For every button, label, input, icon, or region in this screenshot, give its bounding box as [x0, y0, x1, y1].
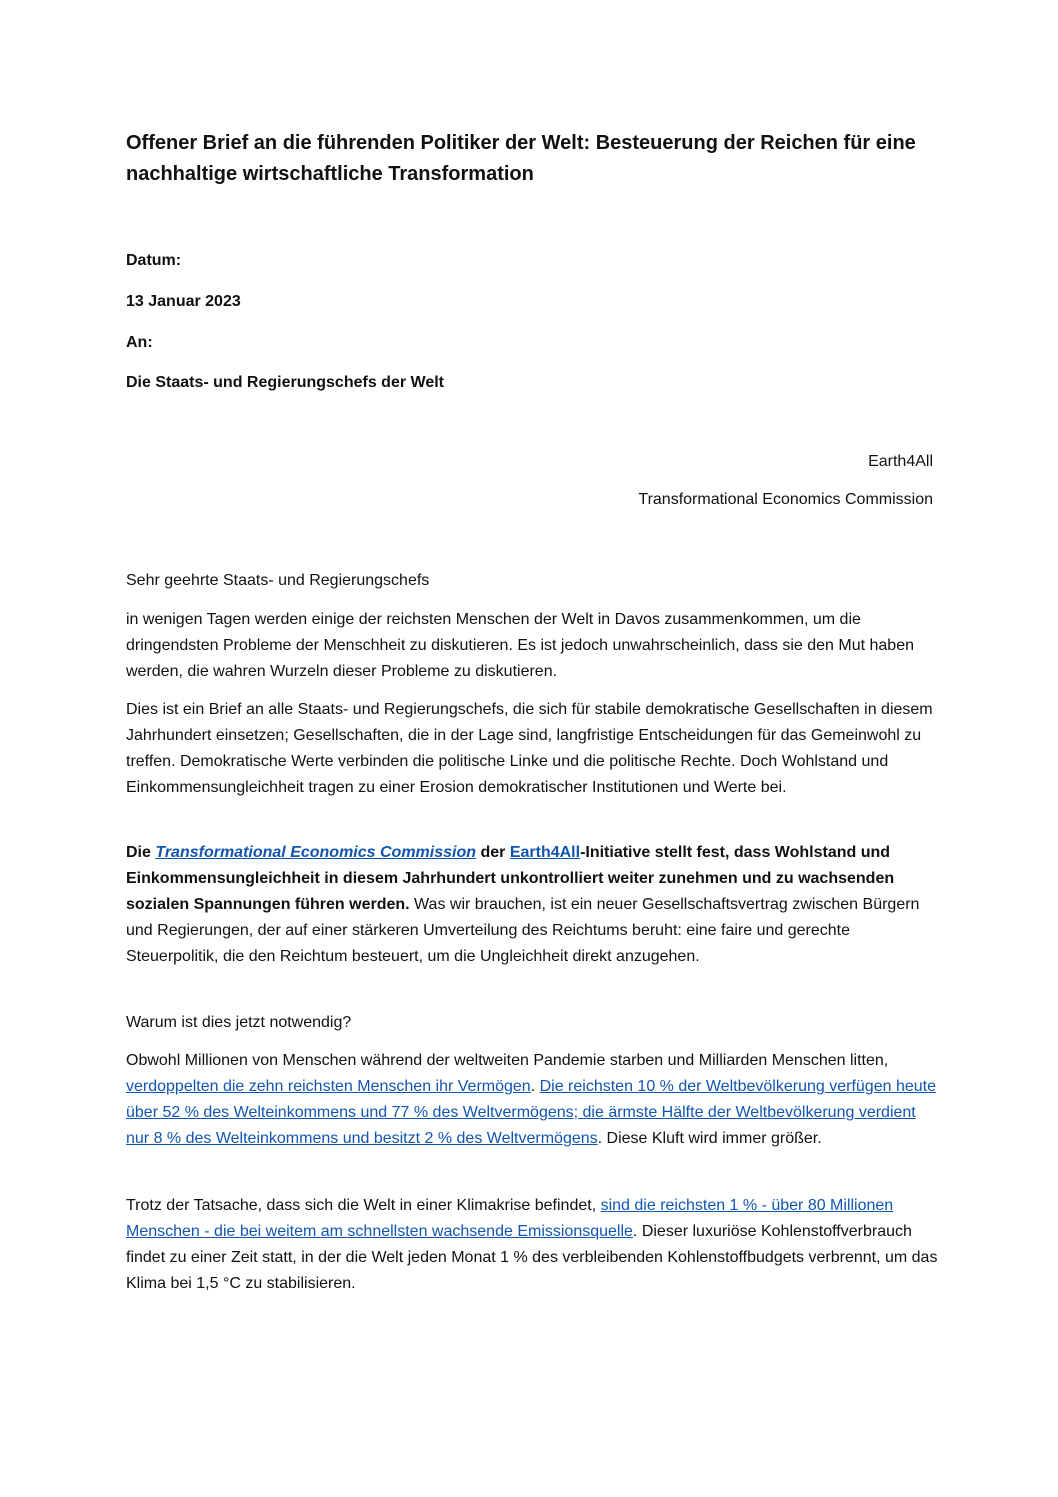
date-label: Datum: — [126, 252, 182, 269]
sender-line-1: Earth4All — [868, 453, 933, 470]
paragraph-5 — [126, 1048, 938, 1152]
link-transformational-economics-commission[interactable]: Transformational Economics Commission — [155, 844, 477, 861]
to-label: An: — [126, 334, 153, 351]
paragraph-6 — [126, 1193, 938, 1297]
date-value: 13 Januar 2023 — [126, 293, 241, 310]
paragraph-6-part-2: . Dieser luxuriöse Kohlenstoffverbrauch findet zu einer Zeit statt, in der die Welt jeden Monat 1 % des verbleibenden Kohlenstoffbudgets verbrennt, um das Klima bei 1,5 °C zu stabilisieren. — [126, 1223, 938, 1292]
sender-line-2: Transformational Economics Commission — [638, 491, 933, 508]
paragraph-1 — [126, 607, 938, 685]
paragraph-3-part-2: der — [476, 844, 510, 861]
paragraph-5-part-3: . Diese Kluft wird immer größer. — [597, 1130, 822, 1147]
paragraph-3-part-1: Die — [126, 844, 156, 861]
paragraph-5-part-2: . — [530, 1078, 540, 1095]
link-richest-one-percent-emissions[interactable]: sind die reichsten 1 % - über 80 Millionen Menschen - die bei weitem am schnellsten wachsende Emissionsquelle — [126, 1197, 894, 1240]
letter-title: Offener Brief an die führenden Politiker der Welt: Besteuerung der Reichen für eine nachhaltige wirtschaftliche Transformation — [126, 132, 916, 185]
paragraph-3 — [126, 840, 938, 970]
paragraph-5-part-1: Obwohl Millionen von Menschen während der weltweiten Pandemie starben und Milliarden Menschen litten, — [126, 1052, 889, 1069]
link-wealth-distribution[interactable]: Die reichsten 10 % der Weltbevölkerung verfügen heute über 52 % des Welteinkommens und 77 % des Weltvermögens; die ärmste Hälfte der Weltbevölkerung verdient nur 8 % des Welteinkommens und besitzt 2 % des Weltvermögens — [126, 1078, 936, 1147]
paragraph-1-text: in wenigen Tagen werden einige der reichsten Menschen der Welt in Davos zusammenkommen, um die dringendsten Probleme der Menschheit zu diskutieren. Es ist jedoch unwahrscheinlich, dass sie den Mut haben werden, die wahren Wurzeln dieser Probleme zu diskutieren. — [126, 611, 914, 680]
salutation: Sehr geehrte Staats- und Regierungschefs — [126, 572, 430, 589]
to-value: Die Staats- und Regierungschefs der Welt — [126, 374, 444, 391]
paragraph-4-text: Warum ist dies jetzt notwendig? — [126, 1014, 352, 1031]
paragraph-3-part-4: Was wir brauchen, ist ein neuer Gesellschaftsvertrag zwischen Bürgern und Regierungen, der auf einer stärkeren Umverteilung des Reichtums beruht: eine faire und gerechte Steuerpolitik, die den Reichtum besteuert, um die Ungleichheit direkt anzugehen. — [126, 896, 920, 965]
paragraph-2 — [126, 697, 938, 801]
link-earth4all[interactable]: Earth4All — [509, 844, 581, 861]
paragraph-4 — [126, 1010, 938, 1036]
paragraph-2-text: Dies ist ein Brief an alle Staats- und Regierungschefs, die sich für stabile demokratische Gesellschaften in diesem Jahrhundert einsetzen; Gesellschaften, die in der Lage sind, langfristige Entscheidungen für das Gemeinwohl zu treffen. Demokratische Werte verbinden die politische Linke und die politische Rechte. Doch Wohlstand und Einkommensungleichheit tragen zu einer Erosion demokratischer Institutionen und Werte bei. — [126, 701, 933, 796]
paragraph-6-part-1: Trotz der Tatsache, dass sich die Welt in einer Klimakrise befindet, — [126, 1197, 601, 1214]
paragraph-3-part-3: -Initiative stellt fest, dass Wohlstand und Einkommensungleichheit in diesem Jahrhundert unkontrolliert weiter zunehmen und zu wachsenden sozialen Spannungen führen werden. — [126, 844, 895, 913]
link-richest-ten-doubled-wealth[interactable]: verdoppelten die zehn reichsten Menschen ihr Vermögen — [126, 1078, 531, 1095]
